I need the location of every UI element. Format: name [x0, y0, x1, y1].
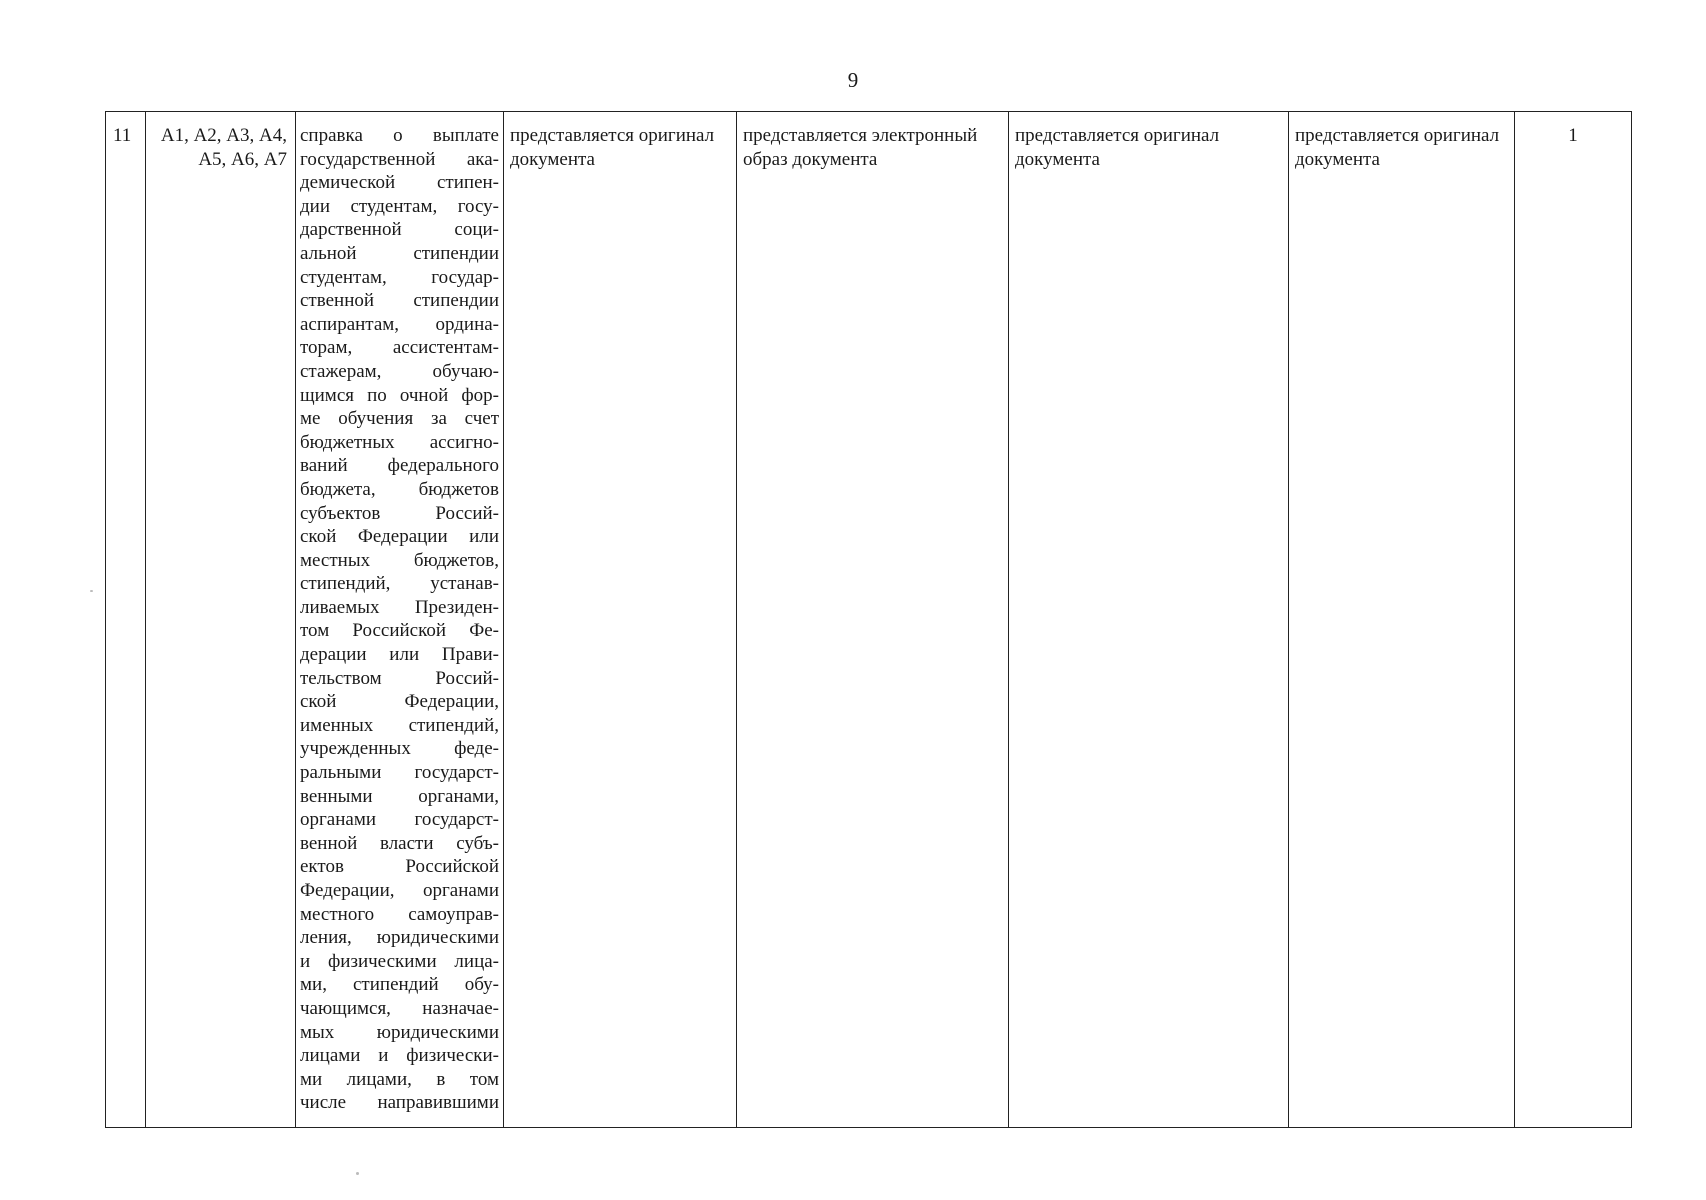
row-number: 11 — [113, 125, 132, 146]
description-line: и физическими лица- — [300, 950, 499, 972]
description-line: именных стипендий, — [300, 714, 499, 736]
description-line: ектов Российской — [300, 856, 499, 878]
row-number-cell — [106, 112, 146, 1128]
description-line: ваний федерального — [300, 455, 499, 477]
description-line: бюджета, бюджетов — [300, 478, 499, 500]
description-line: том Российской Фе- — [300, 620, 499, 642]
description-line: ления, юридическими — [300, 927, 499, 949]
description-line: ской Федерации или — [300, 526, 499, 548]
description-line: справка о выплате — [300, 125, 499, 146]
description-line: студентам, государ- — [300, 266, 499, 288]
description-line: ральными государст- — [300, 762, 499, 784]
table-row — [106, 112, 1632, 1128]
paper-submission-text: представляется оригинал документа — [510, 125, 715, 170]
description-line: аспирантам, ордина- — [300, 313, 499, 335]
description-line: стипендий, устанав- — [300, 573, 499, 595]
description-line: торам, ассистентам- — [300, 337, 499, 359]
description-cell — [296, 112, 504, 1128]
description-line: субъектов Россий- — [300, 502, 499, 524]
description-line: бюджетных ассигно- — [300, 431, 499, 453]
description-line: ми, стипендий обу- — [300, 974, 499, 996]
scan-speck — [90, 590, 93, 592]
description-line: ливаемых Президен- — [300, 596, 499, 618]
description-line: венными органами, — [300, 785, 499, 807]
description-line: чающимся, назначае- — [300, 997, 499, 1019]
other-submission-text: представляется оригинал документа — [1295, 125, 1500, 170]
description-line: ской Федерации, — [300, 691, 499, 713]
description-line: альной стипендии — [300, 242, 499, 264]
description-line: ме обучения за счет — [300, 408, 499, 430]
description-line: органами государст- — [300, 809, 499, 831]
description-line: щимся по очной фор- — [300, 384, 499, 406]
codes-cell — [146, 112, 296, 1128]
description-line: дарственной соци- — [300, 219, 499, 241]
description-line: государственной ака- — [300, 148, 499, 170]
codes-line-1: А1, А2, А3, А4, — [160, 125, 287, 146]
description-line: учрежденных феде- — [300, 738, 499, 760]
codes-line-2: А5, А6, А7 — [198, 148, 287, 170]
description-line: дерации или Прави- — [300, 644, 499, 666]
description-line: лицами и физически- — [300, 1045, 499, 1067]
description-line: мых юридическими — [300, 1021, 499, 1043]
description-line: местного самоуправ- — [300, 903, 499, 925]
scan-speck — [356, 1172, 359, 1175]
description-line: ми лицами, в том — [300, 1068, 499, 1090]
description-line: тельством Россий- — [300, 667, 499, 689]
description-line: Федерации, органами — [300, 880, 499, 901]
electronic-submission-text: представляется электронный образ документа — [743, 125, 978, 170]
other-submission-cell — [1289, 112, 1515, 1128]
mfc-submission-cell — [1009, 112, 1289, 1128]
description-line: местных бюджетов, — [300, 549, 499, 571]
copies-count-cell — [1515, 112, 1632, 1128]
description-line: венной власти субъ- — [300, 832, 499, 854]
electronic-submission-cell — [737, 112, 1009, 1128]
copies-count: 1 — [1568, 125, 1578, 146]
description-line: демической стипен- — [300, 172, 499, 194]
document-table — [105, 111, 1632, 1128]
description-line: числе направившими — [300, 1092, 499, 1114]
description-line: ственной стипендии — [300, 290, 499, 312]
description-line: дии студентам, госу- — [300, 195, 499, 217]
paper-submission-cell — [504, 112, 737, 1128]
mfc-submission-text: представляется оригинал документа — [1015, 125, 1220, 170]
description-line: стажерам, обучаю- — [300, 360, 499, 382]
page-number: 9 — [847, 68, 859, 92]
